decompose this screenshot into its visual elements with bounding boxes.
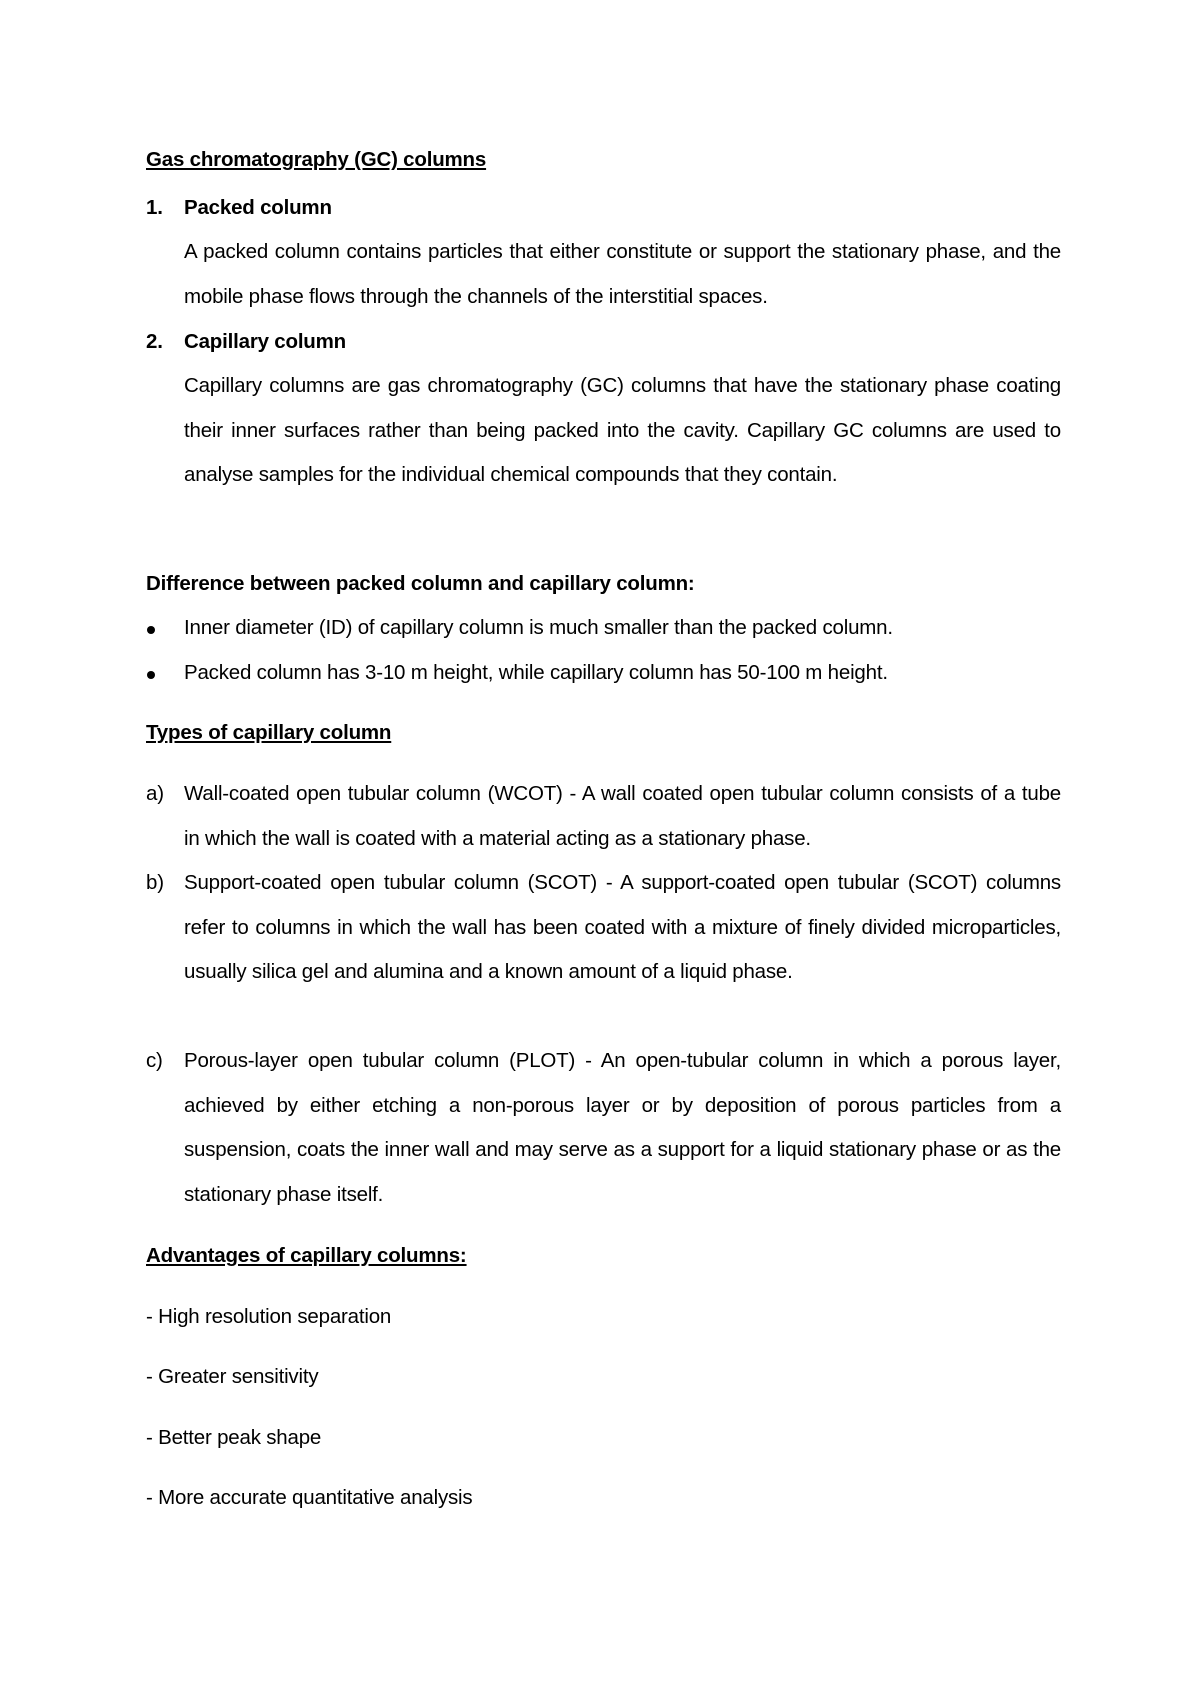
bullet-icon [147, 626, 155, 634]
packed-column-text: A packed column contains particles that either constitute or support the stationary phase, and the mobile phase flows through the channels of the interstitial spaces. [184, 240, 1061, 308]
list-number: 2. [146, 330, 163, 353]
advantages-heading: Advantages of capillary columns: [146, 1244, 467, 1267]
type-label: c) [146, 1049, 163, 1072]
difference-bullet: Packed column has 3-10 m height, while capillary column has 50-100 m height. [184, 661, 888, 684]
plot-text: Porous-layer open tubular column (PLOT) - An open-tubular column in which a porous layer, achieved by either etching a non-porous layer or by deposition of porous particles from a suspension, coats the inner wall and may serve as a support for a liquid stationary phase or as the stationary phase itself. [184, 1049, 1061, 1206]
wcot-text: Wall-coated open tubular column (WCOT) - A wall coated open tubular column consists of a tube in which the wall is coated with a material acting as a stationary phase. [184, 782, 1061, 850]
bullet-icon [147, 671, 155, 679]
scot-text: Support-coated open tubular column (SCOT) - A support-coated open tubular (SCOT) columns refer to columns in which the wall has been coated with a mixture of finely divided microparticles, usually silica gel and alumina and a known amount of a liquid phase. [184, 871, 1061, 983]
advantage-item: - More accurate quantitative analysis [146, 1486, 473, 1509]
advantage-item: - Greater sensitivity [146, 1365, 319, 1388]
packed-column-title: Packed column [184, 196, 332, 219]
types-heading: Types of capillary column [146, 721, 392, 744]
type-label: a) [146, 782, 164, 805]
difference-heading: Difference between packed column and capillary column: [146, 572, 695, 595]
list-number: 1. [146, 196, 163, 219]
capillary-column-title: Capillary column [184, 330, 346, 353]
advantage-item: - High resolution separation [146, 1305, 392, 1328]
capillary-column-text: Capillary columns are gas chromatography (GC) columns that have the stationary phase coating their inner surfaces rather than being packed into the cavity. Capillary GC columns are used to analyse samples for the individual chemical compounds that they contain. [184, 374, 1061, 486]
document-title: Gas chromatography (GC) columns [146, 148, 487, 171]
type-label: b) [146, 871, 164, 894]
advantage-item: - Better peak shape [146, 1426, 322, 1449]
difference-bullet: Inner diameter (ID) of capillary column is much smaller than the packed column. [184, 616, 893, 639]
